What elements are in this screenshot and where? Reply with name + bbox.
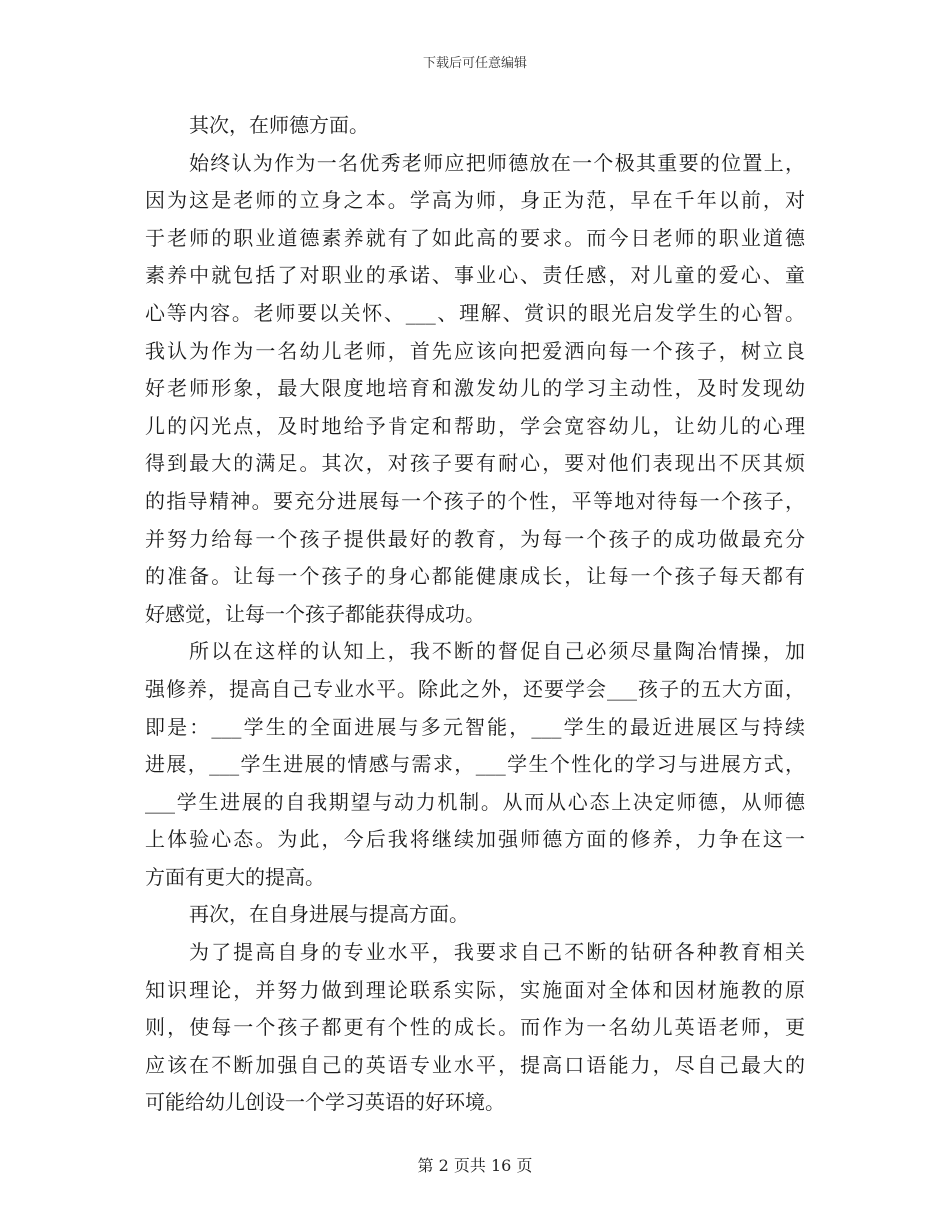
body-line: 好感觉，让每一个孩子都能获得成功。	[145, 601, 485, 626]
page-number: 第 2 页共 16 页	[417, 1156, 533, 1175]
page-header: 下载后可任意编辑	[422, 56, 527, 71]
body-line: 为了提高自身的专业水平，我要求自己不断的钻研各种教育相关	[189, 940, 805, 965]
document-body	[145, 107, 805, 1122]
body-line: 应该在不断加强自己的英语专业水平，提高口语能力，尽自己最大的	[145, 1052, 805, 1077]
body-line: 则，使每一个孩子都更有个性的成长。而作为一名幼儿英语老师，更	[145, 1015, 805, 1040]
body-line: 进展，___学生进展的情感与需求，___学生个性化的学习与进展方式，	[145, 752, 805, 777]
body-line: 并努力给每一个孩子提供最好的教育，为每一个孩子的成功做最充分	[145, 526, 805, 551]
section-heading: 其次，在师德方面。	[189, 113, 369, 137]
body-line: ___学生进展的自我期望与动力机制。从而从心态上决定师德，从师德	[145, 789, 805, 814]
body-line: 方面有更大的提高。	[145, 864, 325, 889]
body-line: 上体验心态。为此，今后我将继续加强师德方面的修养，力争在这一	[145, 827, 805, 852]
body-line: 所以在这样的认知上，我不断的督促自己必须尽量陶冶情操，加	[189, 639, 805, 664]
body-line: 好老师形象，最大限度地培育和激发幼儿的学习主动性，及时发现幼	[145, 376, 805, 401]
body-line: 知识理论，并努力做到理论联系实际，实施面对全体和因材施教的原	[145, 977, 805, 1002]
body-line: 我认为作为一名幼儿老师，首先应该向把爱洒向每一个孩子，树立良	[145, 338, 805, 363]
body-line: 的指导精神。要充分进展每一个孩子的个性，平等地对待每一个孩子，	[145, 488, 805, 513]
body-line: 因为这是老师的立身之本。学高为师，身正为范，早在千年以前，对	[145, 188, 805, 213]
body-line: 于老师的职业道德素养就有了如此高的要求。而今日老师的职业道德	[145, 225, 805, 250]
body-line: 强修养，提高自己专业水平。除此之外，还要学会___孩子的五大方面，	[145, 676, 805, 701]
body-line: 始终认为作为一名优秀老师应把师德放在一个极其重要的位置上，	[189, 150, 805, 175]
body-line: 儿的闪光点，及时地给予肯定和帮助，学会宽容幼儿，让幼儿的心理	[145, 413, 805, 438]
body-line: 的准备。让每一个孩子的身心都能健康成长，让每一个孩子每天都有	[145, 564, 805, 589]
body-line: 可能给幼儿创设一个学习英语的好环境。	[145, 1090, 505, 1115]
body-line: 得到最大的满足。其次，对孩子要有耐心，要对他们表现出不厌其烦	[145, 451, 805, 476]
body-line: 心等内容。老师要以关怀、___、理解、赏识的眼光启发学生的心智。	[145, 300, 805, 325]
section-heading: 再次，在自身进展与提高方面。	[189, 902, 469, 927]
body-line: 素养中就包括了对职业的承诺、事业心、责任感，对儿童的爱心、童	[145, 263, 805, 288]
body-line: 即是：___学生的全面进展与多元智能，___学生的最近进展区与持续	[145, 714, 805, 739]
